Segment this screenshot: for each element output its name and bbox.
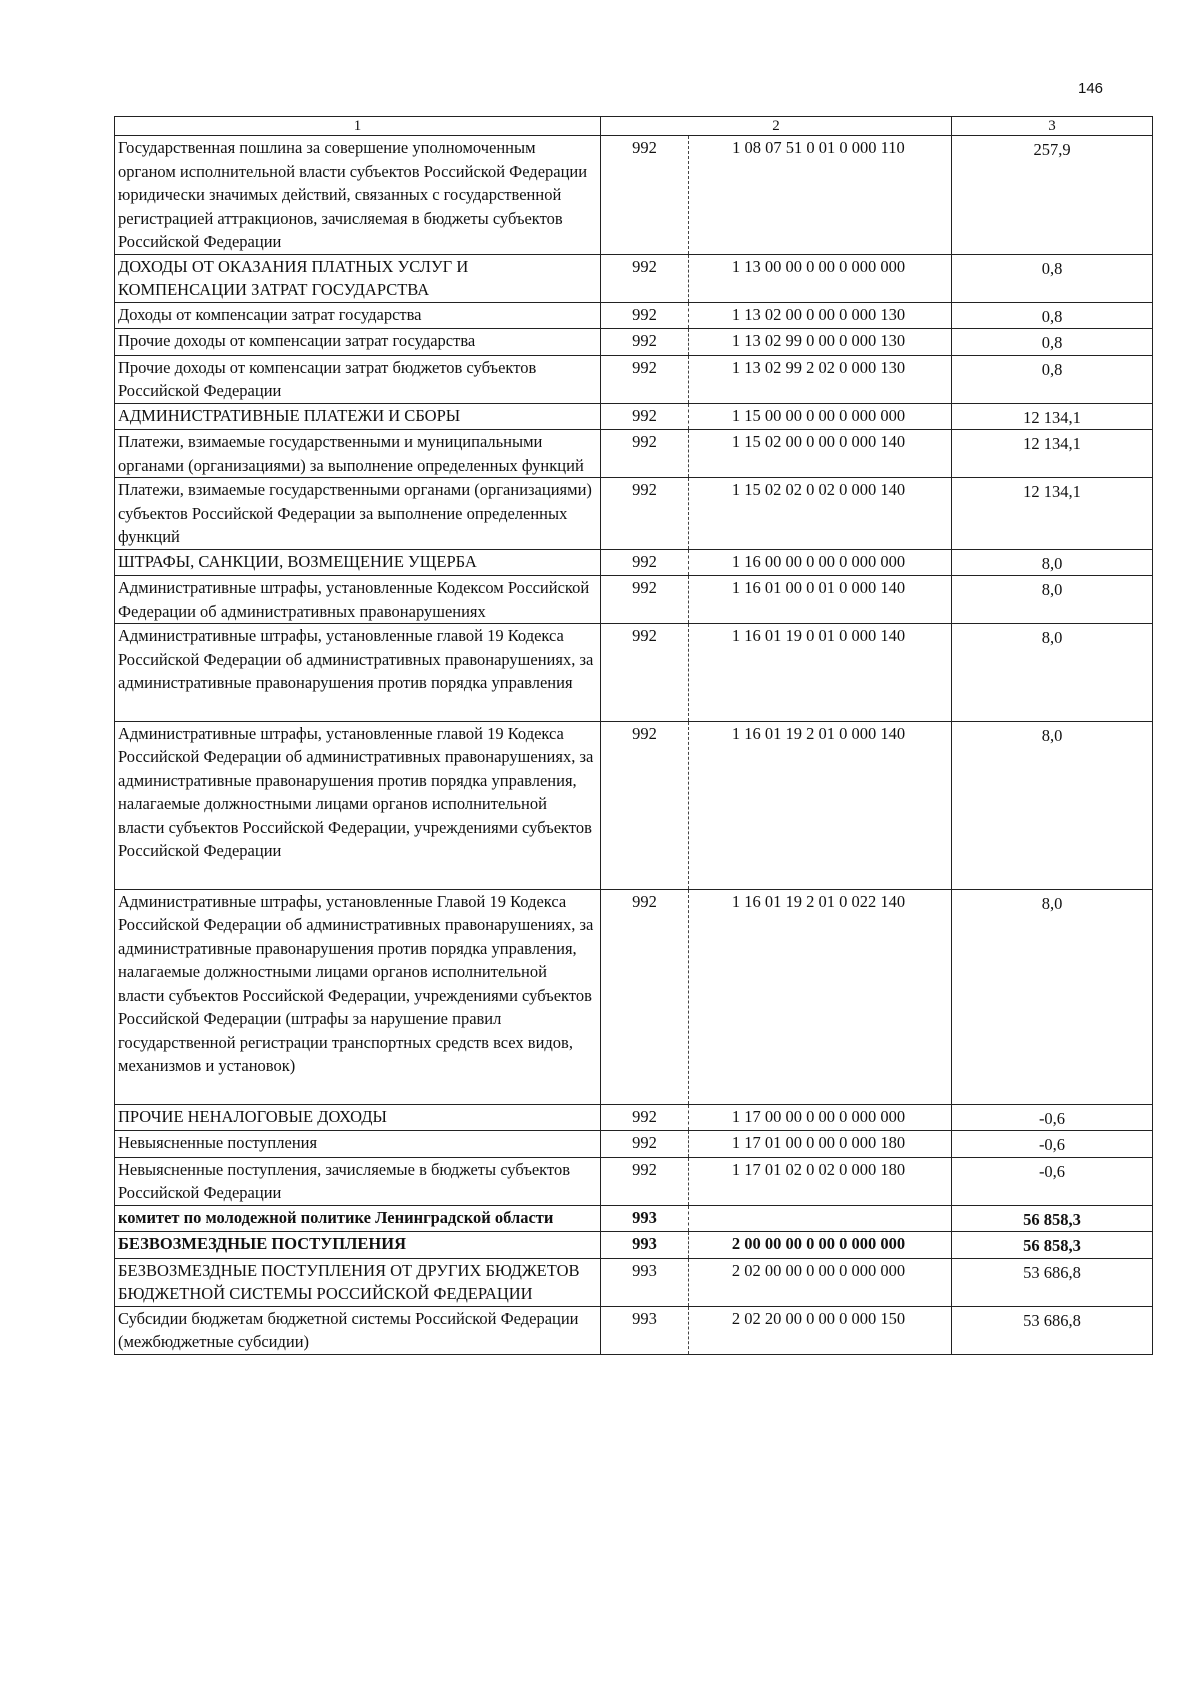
row-amount-cell: 0,8 bbox=[952, 302, 1153, 329]
row-admin-code-cell: 992 bbox=[601, 549, 689, 576]
row-budget-code-cell: 1 16 01 00 0 01 0 000 140 bbox=[689, 576, 952, 624]
row-name-cell: Административные штрафы, установленные главой 19 Кодекса Российской Федерации об административных правонарушениях, за административные правонарушения против порядка управления, налагаемые должностными лицами органов исполнительной власти субъектов Российской Федерации, учреждениями субъектов Российской Федерации bbox=[115, 721, 601, 889]
row-amount-cell: 8,0 bbox=[952, 624, 1153, 722]
row-amount-cell: -0,6 bbox=[952, 1157, 1153, 1205]
row-name-cell: Административные штрафы, установленные Кодексом Российской Федерации об административных правонарушениях bbox=[115, 576, 601, 624]
row-budget-code-cell: 1 13 02 99 0 00 0 000 130 bbox=[689, 329, 952, 356]
table-row bbox=[115, 430, 1153, 478]
row-admin-code-cell: 992 bbox=[601, 329, 689, 356]
row-name-cell: Субсидии бюджетам бюджетной системы Российской Федерации (межбюджетные субсидии) bbox=[115, 1306, 601, 1354]
row-budget-code-cell: 1 15 00 00 0 00 0 000 000 bbox=[689, 403, 952, 430]
row-budget-code-cell: 1 17 00 00 0 00 0 000 000 bbox=[689, 1104, 952, 1131]
table-row bbox=[115, 721, 1153, 889]
header-col-1: 1 bbox=[115, 117, 601, 136]
row-amount-cell: -0,6 bbox=[952, 1131, 1153, 1158]
row-admin-code-cell: 992 bbox=[601, 254, 689, 302]
row-amount-cell: 8,0 bbox=[952, 549, 1153, 576]
row-admin-code-cell: 992 bbox=[601, 576, 689, 624]
table-row bbox=[115, 1131, 1153, 1158]
row-admin-code-cell: 992 bbox=[601, 302, 689, 329]
row-budget-code-cell: 1 15 02 02 0 02 0 000 140 bbox=[689, 478, 952, 550]
row-name-cell: АДМИНИСТРАТИВНЫЕ ПЛАТЕЖИ И СБОРЫ bbox=[115, 403, 601, 430]
row-admin-code-cell: 992 bbox=[601, 1104, 689, 1131]
table-row bbox=[115, 1104, 1153, 1131]
row-name-cell: Административные штрафы, установленные главой 19 Кодекса Российской Федерации об административных правонарушениях, за административные правонарушения против порядка управления bbox=[115, 624, 601, 722]
row-name-cell: ШТРАФЫ, САНКЦИИ, ВОЗМЕЩЕНИЕ УЩЕРБА bbox=[115, 549, 601, 576]
row-amount-cell: 53 686,8 bbox=[952, 1258, 1153, 1306]
row-amount-cell: 8,0 bbox=[952, 576, 1153, 624]
table-header-row bbox=[115, 117, 1153, 136]
row-budget-code-cell: 2 00 00 00 0 00 0 000 000 bbox=[689, 1232, 952, 1259]
row-admin-code-cell: 992 bbox=[601, 1131, 689, 1158]
row-name-cell: Доходы от компенсации затрат государства bbox=[115, 302, 601, 329]
row-budget-code-cell bbox=[689, 1205, 952, 1232]
table-body bbox=[115, 117, 1153, 1355]
table-row bbox=[115, 302, 1153, 329]
row-budget-code-cell: 1 13 02 00 0 00 0 000 130 bbox=[689, 302, 952, 329]
row-budget-code-cell: 1 16 01 19 2 01 0 022 140 bbox=[689, 889, 952, 1104]
row-name-cell: Платежи, взимаемые государственными органами (организациями) субъектов Российской Федерации за выполнение определенных функций bbox=[115, 478, 601, 550]
row-budget-code-cell: 1 13 02 99 2 02 0 000 130 bbox=[689, 355, 952, 403]
row-amount-cell: -0,6 bbox=[952, 1104, 1153, 1131]
table-row bbox=[115, 329, 1153, 356]
row-amount-cell: 257,9 bbox=[952, 136, 1153, 255]
row-amount-cell: 0,8 bbox=[952, 254, 1153, 302]
row-admin-code-cell: 992 bbox=[601, 721, 689, 889]
row-amount-cell: 56 858,3 bbox=[952, 1205, 1153, 1232]
row-budget-code-cell: 1 15 02 00 0 00 0 000 140 bbox=[689, 430, 952, 478]
row-budget-code-cell: 2 02 20 00 0 00 0 000 150 bbox=[689, 1306, 952, 1354]
row-budget-code-cell: 2 02 00 00 0 00 0 000 000 bbox=[689, 1258, 952, 1306]
row-budget-code-cell: 1 13 00 00 0 00 0 000 000 bbox=[689, 254, 952, 302]
table-row bbox=[115, 889, 1153, 1104]
row-name-cell: БЕЗВОЗМЕЗДНЫЕ ПОСТУПЛЕНИЯ ОТ ДРУГИХ БЮДЖЕТОВ БЮДЖЕТНОЙ СИСТЕМЫ РОССИЙСКОЙ ФЕДЕРАЦИИ bbox=[115, 1258, 601, 1306]
row-amount-cell: 0,8 bbox=[952, 329, 1153, 356]
row-admin-code-cell: 992 bbox=[601, 478, 689, 550]
row-budget-code-cell: 1 16 01 19 2 01 0 000 140 bbox=[689, 721, 952, 889]
row-name-cell: Прочие доходы от компенсации затрат государства bbox=[115, 329, 601, 356]
row-amount-cell: 12 134,1 bbox=[952, 430, 1153, 478]
row-admin-code-cell: 992 bbox=[601, 136, 689, 255]
row-amount-cell: 56 858,3 bbox=[952, 1232, 1153, 1259]
table-row bbox=[115, 136, 1153, 255]
row-amount-cell: 0,8 bbox=[952, 355, 1153, 403]
table-row bbox=[115, 624, 1153, 722]
table-row bbox=[115, 403, 1153, 430]
row-admin-code-cell: 993 bbox=[601, 1205, 689, 1232]
page-number: 146 bbox=[1078, 80, 1104, 97]
row-name-cell: Невыясненные поступления bbox=[115, 1131, 601, 1158]
row-amount-cell: 12 134,1 bbox=[952, 478, 1153, 550]
table-row bbox=[115, 576, 1153, 624]
table-row bbox=[115, 549, 1153, 576]
row-name-cell: Прочие доходы от компенсации затрат бюджетов субъектов Российской Федерации bbox=[115, 355, 601, 403]
row-name-cell: Государственная пошлина за совершение уполномоченным органом исполнительной власти субъектов Российской Федерации юридически значимых действий, связанных с государственной регистрацией аттракционов, зачисляемая в бюджеты субъектов Российской Федерации bbox=[115, 136, 601, 255]
row-admin-code-cell: 993 bbox=[601, 1258, 689, 1306]
row-amount-cell: 8,0 bbox=[952, 721, 1153, 889]
row-name-cell: Административные штрафы, установленные Главой 19 Кодекса Российской Федерации об административных правонарушениях, за административные правонарушения против порядка управления, налагаемые должностными лицами органов исполнительной власти субъектов Российской Федерации, учреждениями субъектов Российской Федерации (штрафы за нарушение правил государственной регистрации транспортных средств всех видов, механизмов и установок) bbox=[115, 889, 601, 1104]
row-amount-cell: 8,0 bbox=[952, 889, 1153, 1104]
row-admin-code-cell: 992 bbox=[601, 889, 689, 1104]
row-name-cell: ПРОЧИЕ НЕНАЛОГОВЫЕ ДОХОДЫ bbox=[115, 1104, 601, 1131]
row-admin-code-cell: 993 bbox=[601, 1232, 689, 1259]
table-row bbox=[115, 254, 1153, 302]
row-name-cell: БЕЗВОЗМЕЗДНЫЕ ПОСТУПЛЕНИЯ bbox=[115, 1232, 601, 1259]
row-admin-code-cell: 992 bbox=[601, 1157, 689, 1205]
row-admin-code-cell: 992 bbox=[601, 403, 689, 430]
row-budget-code-cell: 1 17 01 00 0 00 0 000 180 bbox=[689, 1131, 952, 1158]
table-row bbox=[115, 1306, 1153, 1354]
row-admin-code-cell: 992 bbox=[601, 355, 689, 403]
row-admin-code-cell: 992 bbox=[601, 430, 689, 478]
header-col-2: 2 bbox=[601, 117, 952, 136]
table-row bbox=[115, 1157, 1153, 1205]
row-amount-cell: 53 686,8 bbox=[952, 1306, 1153, 1354]
row-budget-code-cell: 1 17 01 02 0 02 0 000 180 bbox=[689, 1157, 952, 1205]
row-name-cell: ДОХОДЫ ОТ ОКАЗАНИЯ ПЛАТНЫХ УСЛУГ И КОМПЕНСАЦИИ ЗАТРАТ ГОСУДАРСТВА bbox=[115, 254, 601, 302]
row-budget-code-cell: 1 08 07 51 0 01 0 000 110 bbox=[689, 136, 952, 255]
row-admin-code-cell: 992 bbox=[601, 624, 689, 722]
row-name-cell: комитет по молодежной политике Ленинградской области bbox=[115, 1205, 601, 1232]
table-row bbox=[115, 1205, 1153, 1232]
row-amount-cell: 12 134,1 bbox=[952, 403, 1153, 430]
row-name-cell: Платежи, взимаемые государственными и муниципальными органами (организациями) за выполнение определенных функций bbox=[115, 430, 601, 478]
table-row bbox=[115, 478, 1153, 550]
table-row bbox=[115, 1232, 1153, 1259]
row-budget-code-cell: 1 16 00 00 0 00 0 000 000 bbox=[689, 549, 952, 576]
table-row bbox=[115, 355, 1153, 403]
table-row bbox=[115, 1258, 1153, 1306]
row-name-cell: Невыясненные поступления, зачисляемые в бюджеты субъектов Российской Федерации bbox=[115, 1157, 601, 1205]
row-budget-code-cell: 1 16 01 19 0 01 0 000 140 bbox=[689, 624, 952, 722]
revenue-table bbox=[114, 116, 1153, 1355]
header-col-3: 3 bbox=[952, 117, 1153, 136]
row-admin-code-cell: 993 bbox=[601, 1306, 689, 1354]
